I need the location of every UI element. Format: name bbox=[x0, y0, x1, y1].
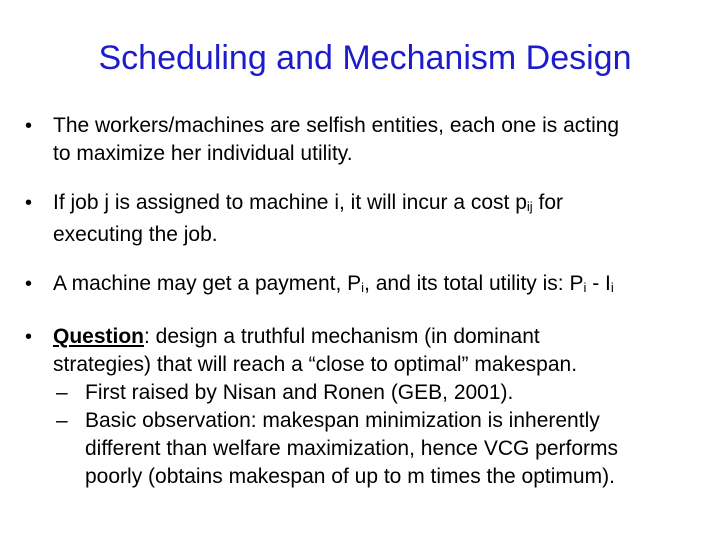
text-segment: - I bbox=[586, 272, 611, 295]
bullet-icon: • bbox=[25, 326, 33, 348]
sub-bullet-text-line: poorly (obtains makespan of up to m times the optimum). bbox=[85, 465, 615, 488]
bullet-payment-utility bbox=[22, 270, 712, 302]
text-segment: for bbox=[532, 191, 563, 214]
bullet-job-cost bbox=[22, 189, 712, 249]
subscript: i bbox=[583, 280, 587, 295]
bullet-selfish-entities bbox=[22, 112, 712, 168]
text-segment: : design a truthful mechanism (in dominant bbox=[144, 325, 540, 348]
dash-icon: – bbox=[56, 409, 68, 432]
sub-bullet-list bbox=[53, 379, 712, 491]
bullet-text-line: The workers/machines are selfish entities, each one is acting bbox=[53, 114, 620, 137]
subscript: ij bbox=[526, 199, 533, 214]
bullet-list bbox=[22, 112, 712, 512]
sub-bullet-text-line: Basic observation: makespan minimization is inherently bbox=[85, 409, 600, 432]
text-segment: A machine may get a payment, P bbox=[53, 272, 362, 295]
subscript: i bbox=[361, 280, 365, 295]
text-segment: , and its total utility is: P bbox=[364, 272, 584, 295]
dash-icon: – bbox=[56, 381, 68, 404]
slide-title: Scheduling and Mechanism Design bbox=[98, 39, 632, 77]
bullet-icon: • bbox=[25, 192, 33, 214]
bullet-icon: • bbox=[25, 115, 33, 137]
subscript: i bbox=[610, 280, 614, 295]
sub-bullet-text-line: First raised by Nisan and Ronen (GEB, 2001). bbox=[85, 381, 514, 404]
bullet-text-line bbox=[53, 270, 712, 302]
sub-bullet-first-raised bbox=[53, 379, 712, 407]
bullet-text-line bbox=[53, 323, 712, 351]
sub-bullet-basic-observation bbox=[53, 407, 712, 491]
bullet-text-line: strategies) that will reach a “close to optimal” makespan. bbox=[53, 353, 578, 376]
bullet-question bbox=[22, 323, 712, 491]
sub-bullet-text-line: different than welfare maximization, hence VCG performs bbox=[85, 437, 619, 460]
bullet-text-line bbox=[53, 189, 712, 221]
bullet-icon: • bbox=[25, 273, 33, 295]
text-segment: If job j is assigned to machine i, it will incur a cost p bbox=[53, 191, 527, 214]
question-label: Question bbox=[53, 325, 145, 348]
bullet-text-line: to maximize her individual utility. bbox=[53, 142, 353, 165]
bullet-text-line: executing the job. bbox=[53, 223, 218, 246]
